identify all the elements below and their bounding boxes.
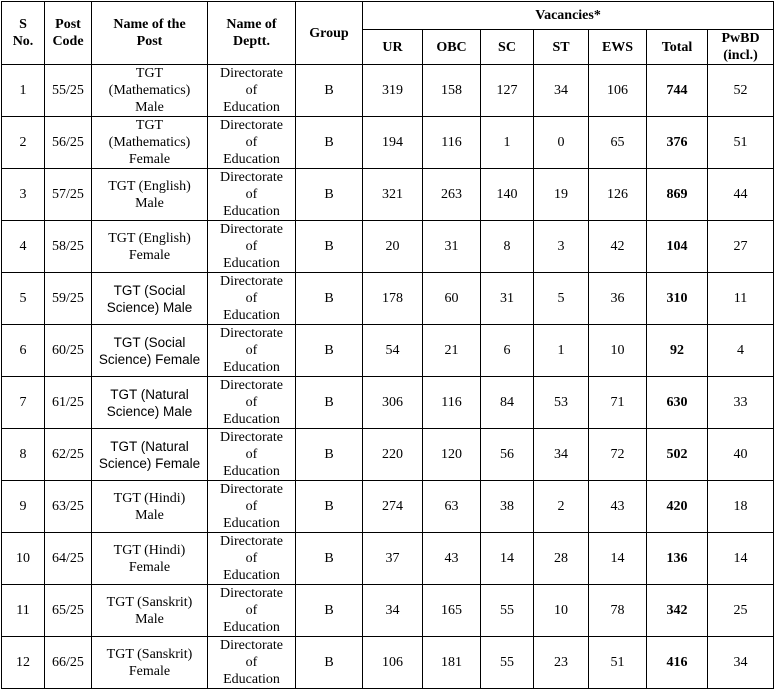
- cell-pwbd: 25: [708, 585, 774, 637]
- table-row: [2, 169, 774, 221]
- cell-post-name: [92, 481, 208, 533]
- cell-ur: 306: [363, 377, 423, 429]
- cell-post-name-line: TGT (Sanskrit): [106, 646, 193, 662]
- cell-deptt: [208, 273, 296, 325]
- cell-post-code: 63/25: [45, 481, 92, 533]
- cell-deptt-line: Education: [223, 464, 280, 479]
- cell-ur: 194: [363, 117, 423, 169]
- cell-ur: 34: [363, 585, 423, 637]
- table-row: [2, 377, 774, 429]
- cell-group: B: [296, 481, 363, 533]
- cell-total: 92: [647, 325, 708, 377]
- cell-post-name: [92, 637, 208, 689]
- cell-post-name-line: Female: [128, 247, 171, 263]
- cell-deptt: [208, 377, 296, 429]
- cell-deptt-line: of: [245, 239, 258, 254]
- cell-post-name: [92, 585, 208, 637]
- cell-ews: 78: [589, 585, 647, 637]
- header-obc: OBC: [423, 30, 481, 65]
- cell-sno: 9: [2, 481, 45, 533]
- cell-post-code: 58/25: [45, 221, 92, 273]
- cell-deptt-line: Directorate: [220, 66, 283, 81]
- cell-post-name-line: TGT (Sanskrit): [106, 594, 193, 610]
- cell-deptt-line: Education: [223, 672, 280, 687]
- cell-post-name-line: TGT: [135, 66, 164, 81]
- cell-sno: 10: [2, 533, 45, 585]
- cell-deptt-line: of: [245, 343, 258, 358]
- cell-ews: 126: [589, 169, 647, 221]
- cell-deptt-line: Directorate: [220, 326, 283, 341]
- cell-obc: 60: [423, 273, 481, 325]
- cell-st: 10: [534, 585, 589, 637]
- cell-post-name: [92, 325, 208, 377]
- cell-total: 420: [647, 481, 708, 533]
- cell-st: 1: [534, 325, 589, 377]
- cell-post-name-line: Male: [135, 195, 164, 211]
- cell-post-name-line: (Mathematics): [108, 135, 191, 150]
- cell-group: B: [296, 65, 363, 117]
- table-row: [2, 637, 774, 689]
- cell-ur: 220: [363, 429, 423, 481]
- table-row: [2, 585, 774, 637]
- cell-sc: 55: [481, 585, 534, 637]
- cell-group: B: [296, 377, 363, 429]
- cell-pwbd: 44: [708, 169, 774, 221]
- cell-deptt: [208, 221, 296, 273]
- table-row: [2, 273, 774, 325]
- cell-post-name-line: Science) Male: [106, 403, 193, 419]
- cell-pwbd: 51: [708, 117, 774, 169]
- cell-group: B: [296, 429, 363, 481]
- cell-post-code: 60/25: [45, 325, 92, 377]
- cell-obc: 181: [423, 637, 481, 689]
- cell-pwbd: 40: [708, 429, 774, 481]
- table-row: [2, 481, 774, 533]
- cell-post-name-line: Female: [128, 559, 171, 575]
- cell-post-name-line: Female: [128, 663, 171, 679]
- cell-ur: 37: [363, 533, 423, 585]
- header-st: ST: [534, 30, 589, 65]
- cell-ews: 71: [589, 377, 647, 429]
- cell-post-name-line: Science) Male: [106, 299, 193, 315]
- cell-post-name-line: TGT (Social: [113, 334, 186, 350]
- cell-pwbd: 33: [708, 377, 774, 429]
- cell-post-name: [92, 221, 208, 273]
- cell-ews: 51: [589, 637, 647, 689]
- header-ur: UR: [363, 30, 423, 65]
- cell-total: 744: [647, 65, 708, 117]
- cell-st: 23: [534, 637, 589, 689]
- table-row: [2, 65, 774, 117]
- table-row: [2, 221, 774, 273]
- cell-st: 34: [534, 65, 589, 117]
- cell-group: B: [296, 585, 363, 637]
- cell-obc: 116: [423, 377, 481, 429]
- cell-deptt: [208, 481, 296, 533]
- cell-total: 104: [647, 221, 708, 273]
- cell-post-name-line: Science) Female: [98, 455, 201, 471]
- cell-ur: 321: [363, 169, 423, 221]
- vacancy-table: [1, 1, 774, 689]
- cell-deptt-line: Directorate: [220, 482, 283, 497]
- cell-sc: 14: [481, 533, 534, 585]
- cell-ews: 42: [589, 221, 647, 273]
- cell-post-name-line: Male: [135, 507, 164, 523]
- cell-deptt-line: Education: [223, 100, 280, 115]
- cell-post-code: 65/25: [45, 585, 92, 637]
- cell-post-code: 61/25: [45, 377, 92, 429]
- cell-deptt-line: Directorate: [220, 118, 283, 133]
- cell-ews: 10: [589, 325, 647, 377]
- cell-sno: 1: [2, 65, 45, 117]
- cell-deptt-line: Directorate: [220, 638, 283, 653]
- header-deptt: Name of Deptt.: [208, 2, 296, 65]
- cell-obc: 158: [423, 65, 481, 117]
- cell-pwbd: 34: [708, 637, 774, 689]
- cell-sno: 2: [2, 117, 45, 169]
- cell-ur: 319: [363, 65, 423, 117]
- cell-sc: 31: [481, 273, 534, 325]
- cell-sc: 84: [481, 377, 534, 429]
- cell-deptt-line: of: [245, 83, 258, 98]
- cell-pwbd: 52: [708, 65, 774, 117]
- cell-ews: 72: [589, 429, 647, 481]
- cell-sno: 4: [2, 221, 45, 273]
- cell-obc: 116: [423, 117, 481, 169]
- cell-group: B: [296, 637, 363, 689]
- cell-post-code: 66/25: [45, 637, 92, 689]
- cell-deptt-line: Education: [223, 516, 280, 531]
- header-group: Group: [296, 2, 363, 65]
- cell-obc: 21: [423, 325, 481, 377]
- cell-ur: 106: [363, 637, 423, 689]
- cell-deptt-line: of: [245, 655, 258, 670]
- cell-ur: 20: [363, 221, 423, 273]
- table-body: [2, 65, 774, 689]
- cell-sc: 140: [481, 169, 534, 221]
- header-vacancies: Vacancies*: [363, 2, 774, 30]
- cell-group: B: [296, 325, 363, 377]
- cell-total: 869: [647, 169, 708, 221]
- cell-post-name-line: TGT (Social: [113, 282, 186, 298]
- cell-st: 53: [534, 377, 589, 429]
- cell-pwbd: 27: [708, 221, 774, 273]
- cell-post-name: [92, 169, 208, 221]
- table-row: [2, 533, 774, 585]
- cell-ews: 65: [589, 117, 647, 169]
- header-total: Total: [647, 30, 708, 65]
- cell-deptt-line: Directorate: [220, 378, 283, 393]
- cell-sno: 3: [2, 169, 45, 221]
- cell-deptt-line: Education: [223, 360, 280, 375]
- cell-post-name-line: Male: [135, 611, 164, 627]
- cell-pwbd: 18: [708, 481, 774, 533]
- cell-post-name-line: TGT (English): [108, 230, 191, 246]
- cell-deptt-line: of: [245, 499, 258, 514]
- cell-sno: 6: [2, 325, 45, 377]
- cell-sno: 5: [2, 273, 45, 325]
- cell-deptt-line: Education: [223, 204, 280, 219]
- table-row: [2, 325, 774, 377]
- table-row: [2, 429, 774, 481]
- cell-deptt-line: of: [245, 135, 258, 150]
- header-sc: SC: [481, 30, 534, 65]
- cell-post-name: [92, 429, 208, 481]
- cell-sc: 1: [481, 117, 534, 169]
- cell-total: 630: [647, 377, 708, 429]
- cell-sc: 38: [481, 481, 534, 533]
- cell-deptt-line: of: [245, 551, 258, 566]
- cell-total: 502: [647, 429, 708, 481]
- table-row: [2, 117, 774, 169]
- cell-obc: 263: [423, 169, 481, 221]
- cell-deptt: [208, 429, 296, 481]
- cell-post-code: 56/25: [45, 117, 92, 169]
- cell-deptt-line: Directorate: [220, 534, 283, 549]
- cell-st: 2: [534, 481, 589, 533]
- cell-post-name-line: (Mathematics): [108, 83, 191, 98]
- cell-st: 19: [534, 169, 589, 221]
- cell-st: 0: [534, 117, 589, 169]
- cell-obc: 120: [423, 429, 481, 481]
- cell-st: 28: [534, 533, 589, 585]
- cell-post-name-line: Male: [135, 100, 164, 115]
- cell-obc: 43: [423, 533, 481, 585]
- cell-ews: 106: [589, 65, 647, 117]
- cell-group: B: [296, 169, 363, 221]
- cell-deptt-line: of: [245, 603, 258, 618]
- cell-deptt: [208, 325, 296, 377]
- cell-deptt-line: Directorate: [220, 274, 283, 289]
- cell-post-code: 62/25: [45, 429, 92, 481]
- cell-group: B: [296, 117, 363, 169]
- cell-post-name-line: TGT (Hindi): [113, 490, 186, 506]
- cell-deptt: [208, 637, 296, 689]
- cell-sno: 7: [2, 377, 45, 429]
- cell-sc: 55: [481, 637, 534, 689]
- cell-deptt: [208, 65, 296, 117]
- cell-ur: 178: [363, 273, 423, 325]
- cell-post-name: [92, 117, 208, 169]
- cell-ews: 36: [589, 273, 647, 325]
- cell-total: 376: [647, 117, 708, 169]
- cell-deptt-line: Education: [223, 256, 280, 271]
- cell-post-name: [92, 377, 208, 429]
- cell-sc: 8: [481, 221, 534, 273]
- header-pwbd: PwBD (incl.): [708, 30, 774, 65]
- header-sno: S No.: [2, 2, 45, 65]
- cell-deptt-line: Education: [223, 308, 280, 323]
- cell-deptt-line: Education: [223, 568, 280, 583]
- cell-group: B: [296, 273, 363, 325]
- cell-total: 310: [647, 273, 708, 325]
- cell-deptt-line: Education: [223, 412, 280, 427]
- cell-deptt-line: Directorate: [220, 586, 283, 601]
- cell-obc: 63: [423, 481, 481, 533]
- cell-deptt-line: of: [245, 187, 258, 202]
- cell-deptt-line: Education: [223, 152, 280, 167]
- cell-st: 3: [534, 221, 589, 273]
- cell-sno: 8: [2, 429, 45, 481]
- cell-ur: 54: [363, 325, 423, 377]
- cell-post-name-line: Female: [128, 152, 171, 167]
- cell-deptt-line: of: [245, 395, 258, 410]
- cell-post-code: 64/25: [45, 533, 92, 585]
- cell-deptt: [208, 117, 296, 169]
- header-post-name: Name of the Post: [92, 2, 208, 65]
- cell-post-name: [92, 273, 208, 325]
- cell-group: B: [296, 221, 363, 273]
- header-post-code: Post Code: [45, 2, 92, 65]
- cell-total: 342: [647, 585, 708, 637]
- cell-post-name-line: TGT: [135, 118, 164, 133]
- cell-deptt-line: of: [245, 447, 258, 462]
- cell-post-name-line: TGT (English): [108, 178, 191, 194]
- cell-post-name-line: Science) Female: [98, 351, 201, 367]
- cell-post-code: 55/25: [45, 65, 92, 117]
- cell-sno: 12: [2, 637, 45, 689]
- cell-ur: 274: [363, 481, 423, 533]
- cell-group: B: [296, 533, 363, 585]
- cell-post-name-line: TGT (Natural: [110, 386, 189, 402]
- cell-deptt: [208, 585, 296, 637]
- cell-deptt-line: Directorate: [220, 170, 283, 185]
- cell-post-code: 57/25: [45, 169, 92, 221]
- cell-sc: 127: [481, 65, 534, 117]
- cell-obc: 165: [423, 585, 481, 637]
- header-ews: EWS: [589, 30, 647, 65]
- cell-deptt: [208, 169, 296, 221]
- cell-post-name-line: TGT (Hindi): [113, 542, 186, 558]
- cell-post-name: [92, 65, 208, 117]
- cell-sc: 6: [481, 325, 534, 377]
- cell-total: 136: [647, 533, 708, 585]
- cell-st: 34: [534, 429, 589, 481]
- cell-deptt-line: Directorate: [220, 222, 283, 237]
- cell-pwbd: 4: [708, 325, 774, 377]
- cell-deptt-line: Education: [223, 620, 280, 635]
- cell-total: 416: [647, 637, 708, 689]
- cell-post-name-line: TGT (Natural: [110, 438, 189, 454]
- cell-deptt-line: of: [245, 291, 258, 306]
- cell-pwbd: 14: [708, 533, 774, 585]
- cell-st: 5: [534, 273, 589, 325]
- cell-pwbd: 11: [708, 273, 774, 325]
- cell-ews: 14: [589, 533, 647, 585]
- cell-post-name: [92, 533, 208, 585]
- cell-deptt: [208, 533, 296, 585]
- cell-post-code: 59/25: [45, 273, 92, 325]
- cell-deptt-line: Directorate: [220, 430, 283, 445]
- cell-obc: 31: [423, 221, 481, 273]
- cell-ews: 43: [589, 481, 647, 533]
- cell-sc: 56: [481, 429, 534, 481]
- cell-sno: 11: [2, 585, 45, 637]
